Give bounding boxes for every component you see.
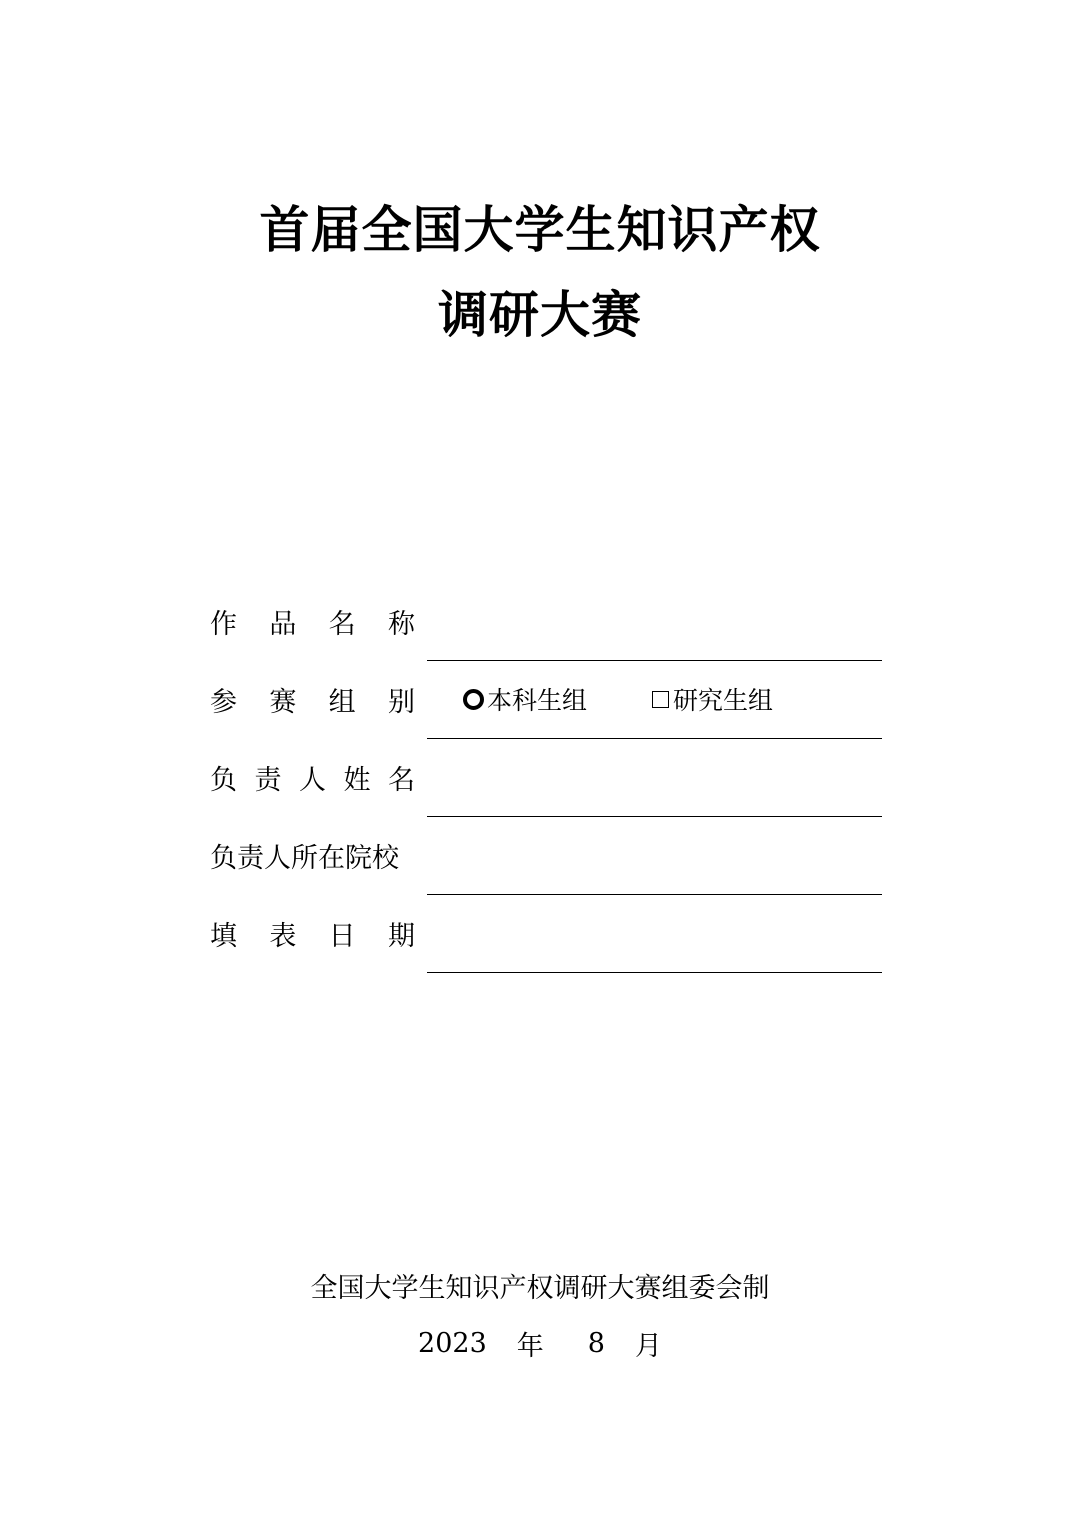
form-row-fill-date xyxy=(210,895,882,973)
date-year: 2023 xyxy=(418,1328,487,1359)
leader-school-label: 负责人所在院校 xyxy=(210,842,399,874)
fill-date-field[interactable] xyxy=(427,913,882,953)
graduate-option-label: 研究生组 xyxy=(673,686,774,715)
date-year-unit: 年 xyxy=(516,1331,544,1362)
date-month: 8 xyxy=(587,1328,605,1359)
form-row-group xyxy=(210,661,882,739)
organizer-text: 全国大学生知识产权调研大赛组委会制 xyxy=(310,1273,770,1304)
document-title: 首届全国大学生知识产权 xyxy=(259,201,821,259)
issue-date xyxy=(0,1324,1080,1363)
work-name-label: 作 品 名 称 xyxy=(210,608,415,640)
leader-school-field[interactable] xyxy=(427,835,882,875)
group-options xyxy=(427,679,882,719)
selected-radio-icon[interactable] xyxy=(463,689,484,710)
graduate-option[interactable] xyxy=(652,679,773,719)
date-month-unit: 月 xyxy=(634,1331,662,1362)
empty-checkbox-icon[interactable] xyxy=(652,691,669,708)
undergraduate-option[interactable] xyxy=(463,679,587,719)
document-subtitle: 调研大赛 xyxy=(438,286,642,344)
fill-date-label: 填 表 日 期 xyxy=(210,920,415,952)
underline xyxy=(427,972,882,973)
group-label: 参 赛 组 别 xyxy=(210,686,415,718)
undergraduate-option-label: 本科生组 xyxy=(487,686,588,715)
leader-name-label: 负 责 人 姓 名 xyxy=(210,764,415,796)
work-name-field[interactable] xyxy=(427,601,882,641)
form-row-leader-name xyxy=(210,739,882,817)
leader-name-field[interactable] xyxy=(427,757,882,797)
form-row-leader-school xyxy=(210,817,882,895)
form-row-work-name xyxy=(210,583,882,661)
